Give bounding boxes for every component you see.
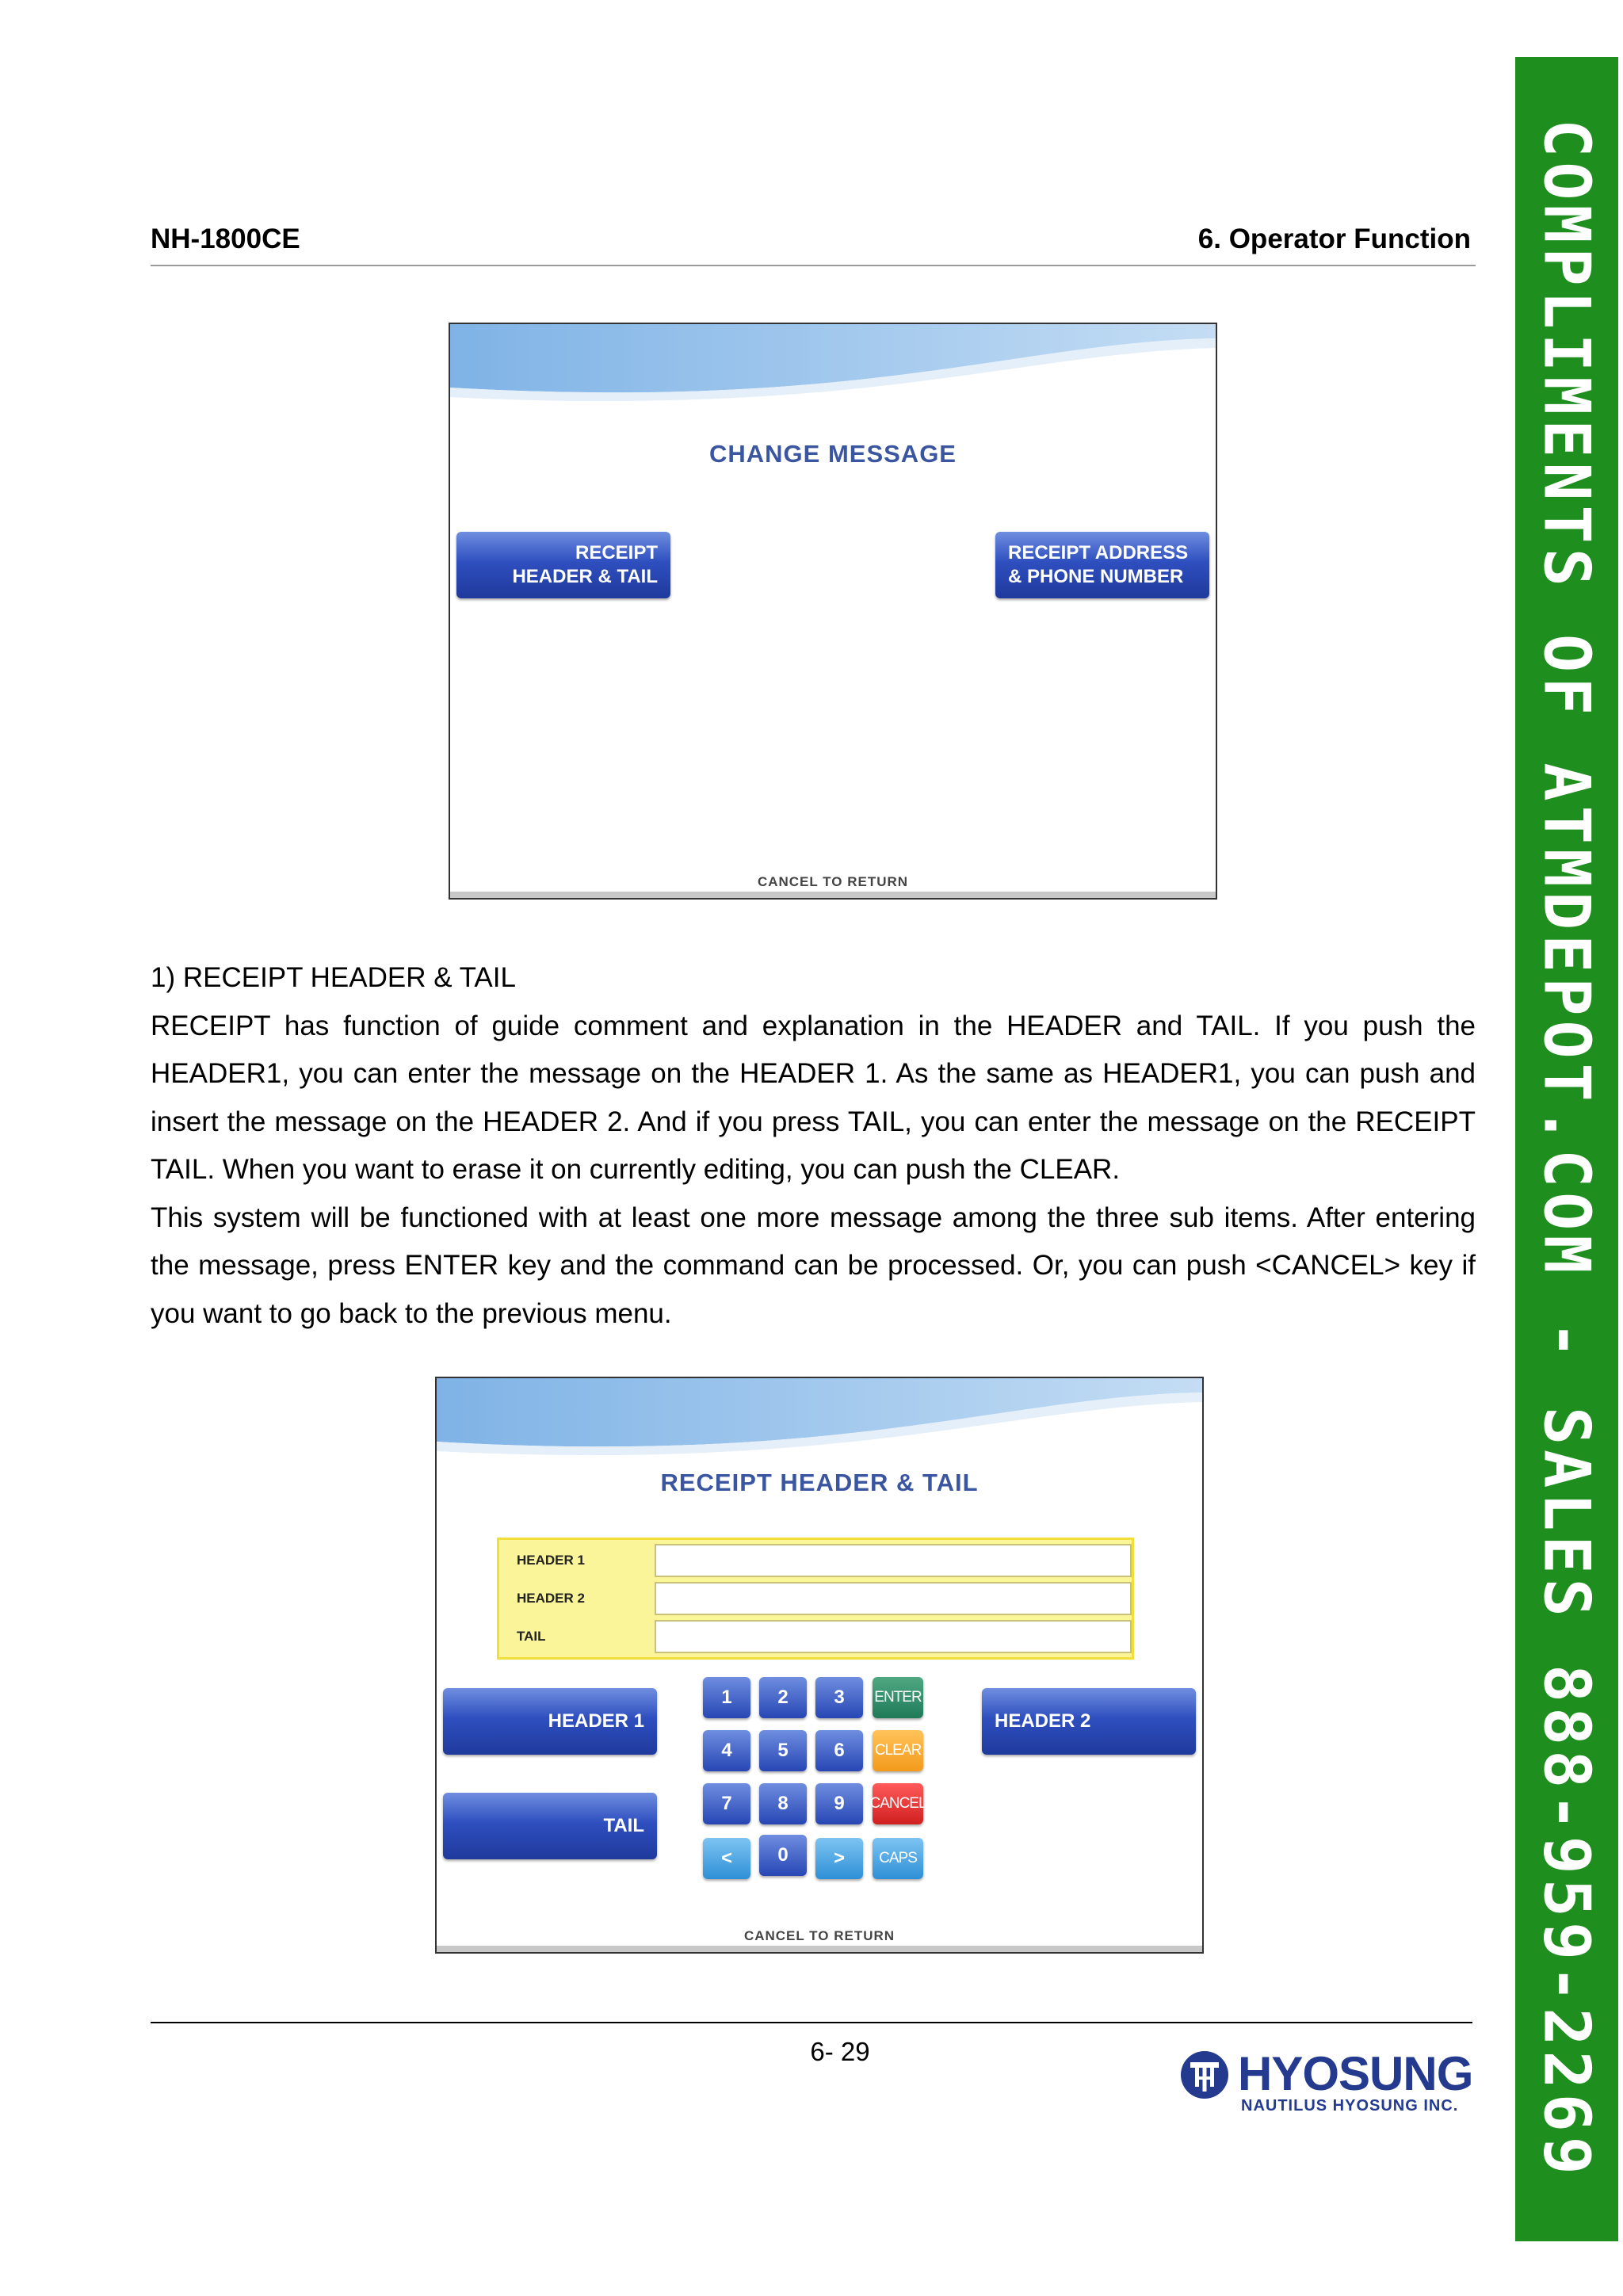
footer-divider: [151, 2022, 1472, 2023]
key-3[interactable]: 3: [815, 1677, 863, 1718]
header1-button[interactable]: [443, 1688, 657, 1755]
button-label: HEADER 2: [995, 1710, 1091, 1732]
header-divider: [151, 265, 1476, 266]
header1-field-label: HEADER 1: [517, 1553, 585, 1568]
tail-input[interactable]: [655, 1620, 1132, 1653]
key-0[interactable]: 0: [759, 1835, 807, 1876]
caps-key[interactable]: CAPS: [873, 1838, 923, 1879]
hyosung-logo-subtitle: NAUTILUS HYOSUNG INC.: [1241, 2097, 1459, 2115]
section-body: [151, 954, 1476, 1338]
paragraph-1: RECEIPT has function of guide comment and explanation in the HEADER and TAIL. If you push the HEADER1, you can enter the message on the HEADER 1. As the same as HEADER1, you can push and insert the message on the HEADER 2. And if you press TAIL, you can enter the message on the RECEIPT TAIL. When you want to erase it on currently editing, you can push the CLEAR.: [151, 1010, 1476, 1185]
hyosung-logo-icon: [1179, 2050, 1230, 2100]
cursor-right-key[interactable]: >: [815, 1838, 863, 1879]
header-wave-graphic: [450, 324, 1216, 411]
header2-field-label: HEADER 2: [517, 1591, 585, 1606]
button-label: HEADER 1: [548, 1710, 644, 1732]
key-7[interactable]: 7: [703, 1783, 750, 1824]
section-title: 6. Operator Function: [1197, 223, 1471, 254]
screen-title: CHANGE MESSAGE: [709, 440, 957, 468]
button-label-line1: RECEIPT ADDRESS: [1008, 542, 1189, 563]
page-number: 6- 29: [810, 2037, 870, 2066]
header2-button[interactable]: [982, 1688, 1196, 1755]
key-9[interactable]: 9: [815, 1783, 863, 1824]
header-wave-graphic: [437, 1378, 1202, 1465]
key-4[interactable]: 4: [703, 1730, 750, 1771]
receipt-form-panel: [497, 1538, 1134, 1660]
cursor-left-key[interactable]: <: [703, 1838, 750, 1879]
hyosung-logo-wordmark: HYOSUNG: [1238, 2047, 1473, 2100]
change-message-screen: [449, 323, 1217, 900]
side-banner-text: COMPLIMENTS OF ATMDEPOT.COM - SALES 888-959-2269: [1529, 119, 1604, 2179]
key-5[interactable]: 5: [759, 1730, 807, 1771]
key-6[interactable]: 6: [815, 1730, 863, 1771]
button-label-line2: & PHONE NUMBER: [1008, 566, 1184, 587]
document-model: NH-1800CE: [151, 223, 300, 254]
button-label-line2: HEADER & TAIL: [512, 566, 658, 587]
side-banner: [1515, 57, 1618, 2241]
key-8[interactable]: 8: [759, 1783, 807, 1824]
key-2[interactable]: 2: [759, 1677, 807, 1718]
enter-key[interactable]: ENTER: [873, 1677, 923, 1718]
screen-title: RECEIPT HEADER & TAIL: [660, 1469, 979, 1496]
screen-bottom-bar: [450, 892, 1216, 898]
screen-bottom-bar: [437, 1946, 1202, 1952]
header1-input[interactable]: [655, 1544, 1132, 1577]
key-1[interactable]: 1: [703, 1677, 750, 1718]
tail-field-label: TAIL: [517, 1629, 546, 1644]
receipt-header-tail-screen: [435, 1377, 1204, 1954]
cancel-key[interactable]: CANCEL: [873, 1783, 923, 1824]
button-label-line1: RECEIPT: [575, 542, 658, 563]
paragraph-2: This system will be functioned with at least one more message among the three sub items. After entering the message, press ENTER key and the command can be processed. Or, you can push <CANCEL> key if you want to go back to the previous menu.: [151, 1201, 1476, 1329]
cancel-to-return-label: CANCEL TO RETURN: [743, 1928, 896, 1943]
button-label: TAIL: [603, 1815, 644, 1836]
receipt-address-phone-button[interactable]: [995, 532, 1209, 598]
receipt-header-tail-button[interactable]: [456, 532, 670, 598]
clear-key[interactable]: CLEAR: [873, 1730, 923, 1771]
tail-button[interactable]: [443, 1793, 657, 1859]
section-heading: 1) RECEIPT HEADER & TAIL: [151, 962, 516, 993]
cancel-to-return-label: CANCEL TO RETURN: [757, 874, 909, 889]
header2-input[interactable]: [655, 1582, 1132, 1615]
